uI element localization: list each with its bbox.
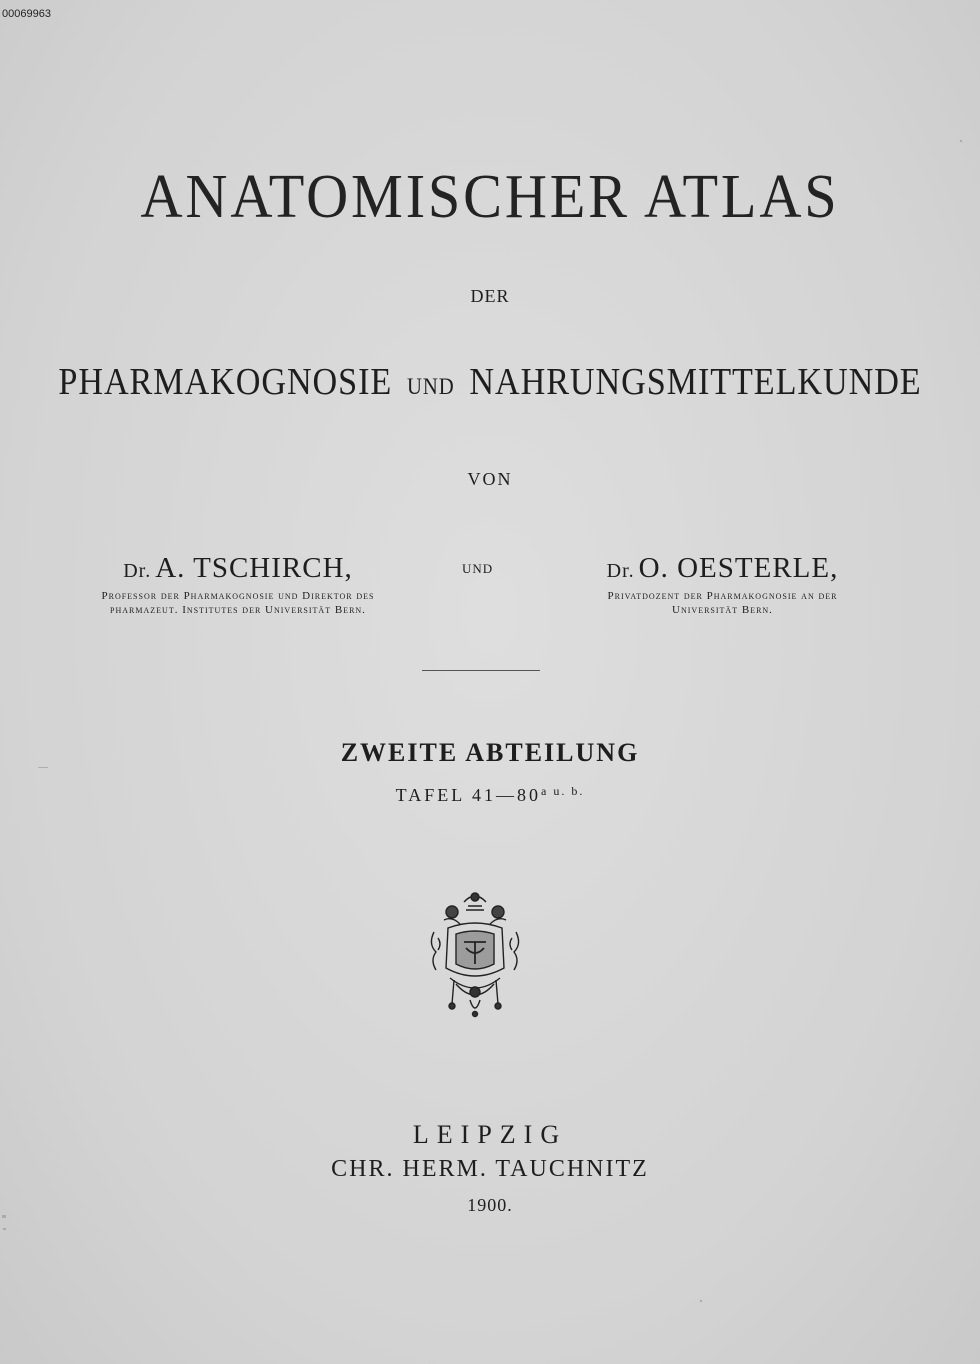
affiliation-line: Privatdozent der Pharmakognosie an der xyxy=(607,590,838,602)
subtitle-part2: NAHRUNGSMITTELKUNDE xyxy=(469,361,922,403)
authors-conjunction: UND xyxy=(462,561,494,576)
author-tschirch xyxy=(58,552,418,617)
subtitle-und: UND xyxy=(407,374,455,399)
plates-text: TAFEL 41—80 xyxy=(395,785,542,805)
imprint-publisher: CHR. HERM. TAUCHNITZ xyxy=(331,1156,649,1182)
author-affiliation xyxy=(570,589,875,617)
author-name xyxy=(570,552,875,585)
author-name-text: A. TSCHIRCH, xyxy=(155,552,353,584)
affiliation-line: Professor der Pharmakognosie und Direktor des xyxy=(101,590,375,602)
subtitle-part1: PHARMAKOGNOSIE xyxy=(58,361,393,403)
divider-rule xyxy=(422,670,540,671)
section-title: ZWEITE ABTEILUNG xyxy=(340,738,640,767)
plates-range xyxy=(0,784,980,806)
book-title: ANATOMISCHER ATLAS xyxy=(140,163,840,231)
plates-suffix: a u. b. xyxy=(541,784,585,798)
catalog-id: 00069963 xyxy=(2,8,51,20)
affiliation-line: pharmazeut. Institutes der Universität Bern. xyxy=(110,604,366,616)
author-affiliation xyxy=(58,589,418,617)
imprint-year: 1900. xyxy=(467,1195,513,1215)
author-oesterle xyxy=(570,552,875,617)
title-der: DER xyxy=(470,286,510,306)
imprint-city: LEIPZIG xyxy=(412,1120,568,1149)
book-subtitle xyxy=(49,360,931,404)
affiliation-line: Universität Bern. xyxy=(672,604,773,616)
von-label: VON xyxy=(467,469,513,489)
publisher-crest-icon xyxy=(426,888,524,1020)
author-prefix: Dr. xyxy=(123,560,152,582)
author-name-text: O. OESTERLE, xyxy=(638,552,839,584)
author-name xyxy=(58,552,418,585)
author-prefix: Dr. xyxy=(606,560,635,582)
